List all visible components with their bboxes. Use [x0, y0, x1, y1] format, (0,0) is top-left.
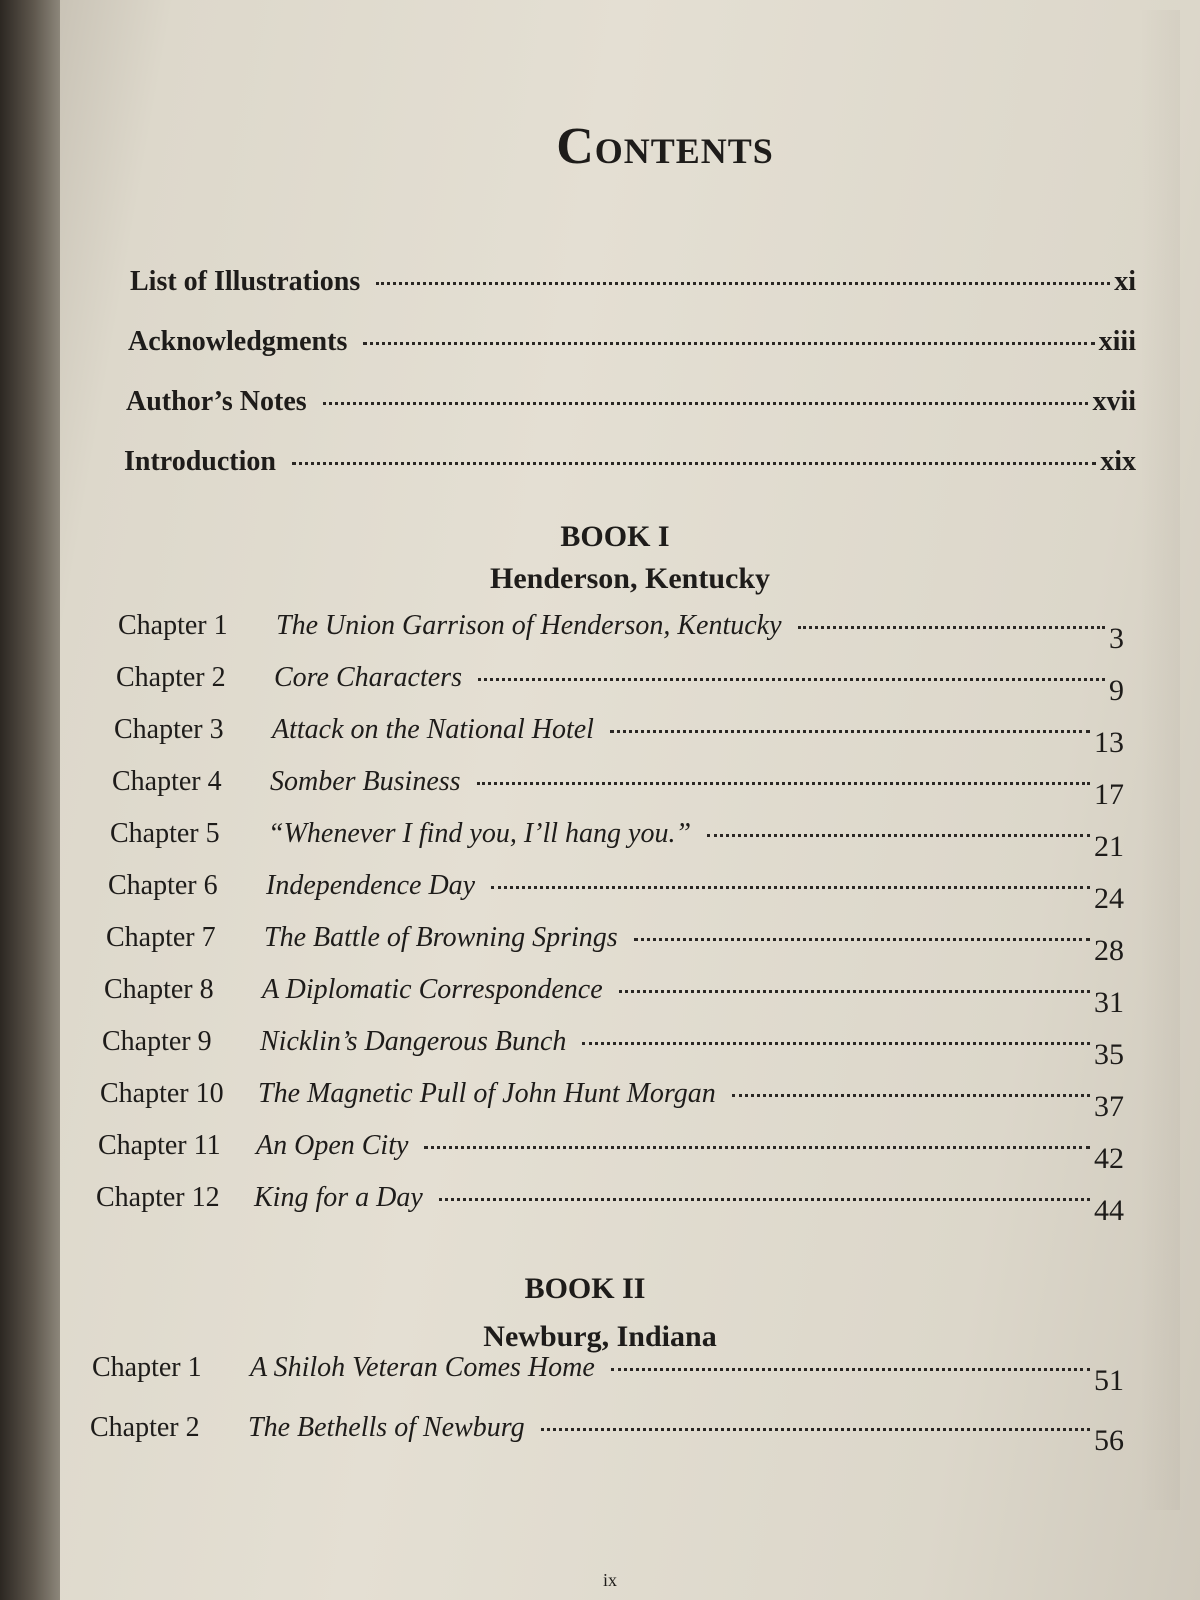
chapter-page-number: 51	[1094, 1364, 1124, 1397]
chapter-page-number: 3	[1109, 622, 1124, 655]
chapter-entry[interactable]	[114, 712, 1124, 759]
chapter-page-number: 44	[1094, 1194, 1124, 1227]
chapter-number: Chapter 10	[100, 1078, 224, 1109]
chapter-number: Chapter 3	[114, 714, 224, 745]
dot-leader	[477, 782, 1090, 785]
chapter-number: Chapter 9	[102, 1026, 212, 1057]
dot-leader	[439, 1198, 1090, 1201]
chapter-page-number: 56	[1094, 1424, 1124, 1457]
chapter-entry[interactable]	[118, 608, 1124, 655]
book-spine	[0, 0, 60, 1600]
chapter-entry[interactable]	[104, 972, 1124, 1019]
chapter-entry[interactable]	[96, 1180, 1124, 1227]
chapter-number: Chapter 2	[116, 662, 226, 693]
chapter-entry[interactable]	[100, 1076, 1124, 1123]
contents-page	[60, 0, 1200, 1600]
dot-leader	[634, 938, 1090, 941]
chapter-entry[interactable]	[98, 1128, 1124, 1175]
chapter-title: The Bethells of Newburg	[248, 1412, 525, 1443]
book-heading: BOOK I	[560, 520, 670, 553]
chapter-page-number: 17	[1094, 778, 1124, 811]
chapter-number: Chapter 12	[96, 1182, 220, 1213]
entry-label: Introduction	[124, 446, 276, 477]
chapter-title: Attack on the National Hotel	[272, 714, 594, 745]
front-matter-entry[interactable]	[126, 386, 1136, 418]
chapter-page-number: 9	[1109, 674, 1124, 707]
dot-leader	[707, 834, 1090, 837]
dot-leader	[541, 1428, 1090, 1431]
chapter-title: The Battle of Browning Springs	[264, 922, 618, 953]
dot-leader	[798, 626, 1105, 629]
chapter-number: Chapter 11	[98, 1130, 221, 1161]
dot-leader	[491, 886, 1090, 889]
dot-leader	[582, 1042, 1090, 1045]
dot-leader	[376, 282, 1110, 285]
chapter-number: Chapter 2	[90, 1412, 200, 1443]
chapter-entry[interactable]	[102, 1024, 1124, 1071]
chapter-number: Chapter 5	[110, 818, 220, 849]
chapter-page-number: 24	[1094, 882, 1124, 915]
dot-leader	[610, 730, 1090, 733]
chapter-page-number: 28	[1094, 934, 1124, 967]
entry-label: Author’s Notes	[126, 386, 307, 417]
chapter-title: An Open City	[256, 1130, 409, 1161]
chapter-title: Nicklin’s Dangerous Bunch	[260, 1026, 567, 1057]
chapter-title: Independence Day	[266, 870, 476, 901]
chapter-title: “Whenever I find you, I’ll hang you.”	[268, 818, 692, 849]
chapter-number: Chapter 6	[108, 870, 218, 901]
chapter-entry[interactable]	[112, 764, 1124, 811]
chapter-entry[interactable]	[110, 816, 1124, 863]
chapter-entry[interactable]	[90, 1410, 1124, 1457]
chapter-title: A Diplomatic Correspondence	[262, 974, 603, 1005]
dot-leader	[619, 990, 1090, 993]
chapter-number: Chapter 8	[104, 974, 214, 1005]
entry-label: Acknowledgments	[128, 326, 348, 357]
entry-page-number: xi	[1114, 266, 1136, 297]
entry-page-number: xix	[1100, 446, 1136, 477]
chapter-title: Somber Business	[270, 766, 461, 797]
chapter-title: Core Characters	[274, 662, 462, 693]
chapter-number: Chapter 4	[112, 766, 222, 797]
chapter-number: Chapter 1	[92, 1352, 202, 1383]
chapter-title: The Union Garrison of Henderson, Kentucky	[276, 610, 782, 641]
dot-leader	[424, 1146, 1090, 1149]
chapter-title: King for a Day	[254, 1182, 423, 1213]
entry-label: List of Illustrations	[130, 266, 361, 297]
dot-leader	[611, 1368, 1090, 1371]
chapter-page-number: 31	[1094, 986, 1124, 1019]
dot-leader	[478, 678, 1105, 681]
chapter-page-number: 42	[1094, 1142, 1124, 1175]
chapter-page-number: 21	[1094, 830, 1124, 863]
chapter-page-number: 13	[1094, 726, 1124, 759]
page-title: Contents	[556, 117, 774, 175]
front-matter-entry[interactable]	[128, 326, 1136, 358]
dot-leader	[323, 402, 1089, 405]
page-folio: ix	[602, 1570, 617, 1590]
chapter-entry[interactable]	[108, 868, 1124, 915]
chapter-title: A Shiloh Veteran Comes Home	[250, 1352, 595, 1383]
book-heading: BOOK II	[524, 1272, 646, 1305]
dot-leader	[732, 1094, 1090, 1097]
chapter-page-number: 37	[1094, 1090, 1124, 1123]
chapter-title: The Magnetic Pull of John Hunt Morgan	[258, 1078, 716, 1109]
front-matter-entry[interactable]	[130, 266, 1136, 298]
chapter-entry[interactable]	[106, 920, 1124, 967]
entry-page-number: xiii	[1098, 326, 1136, 357]
chapter-number: Chapter 1	[118, 610, 228, 641]
entry-page-number: xvii	[1092, 386, 1136, 417]
book-subtitle: Henderson, Kentucky	[489, 562, 771, 595]
chapter-page-number: 35	[1094, 1038, 1124, 1071]
chapter-number: Chapter 7	[106, 922, 216, 953]
dot-leader	[292, 462, 1096, 465]
dot-leader	[363, 342, 1094, 345]
front-matter-entry[interactable]	[124, 446, 1136, 478]
book-subtitle: Newburg, Indiana	[483, 1320, 717, 1353]
chapter-entry[interactable]	[116, 660, 1124, 707]
chapter-entry[interactable]	[92, 1350, 1124, 1397]
